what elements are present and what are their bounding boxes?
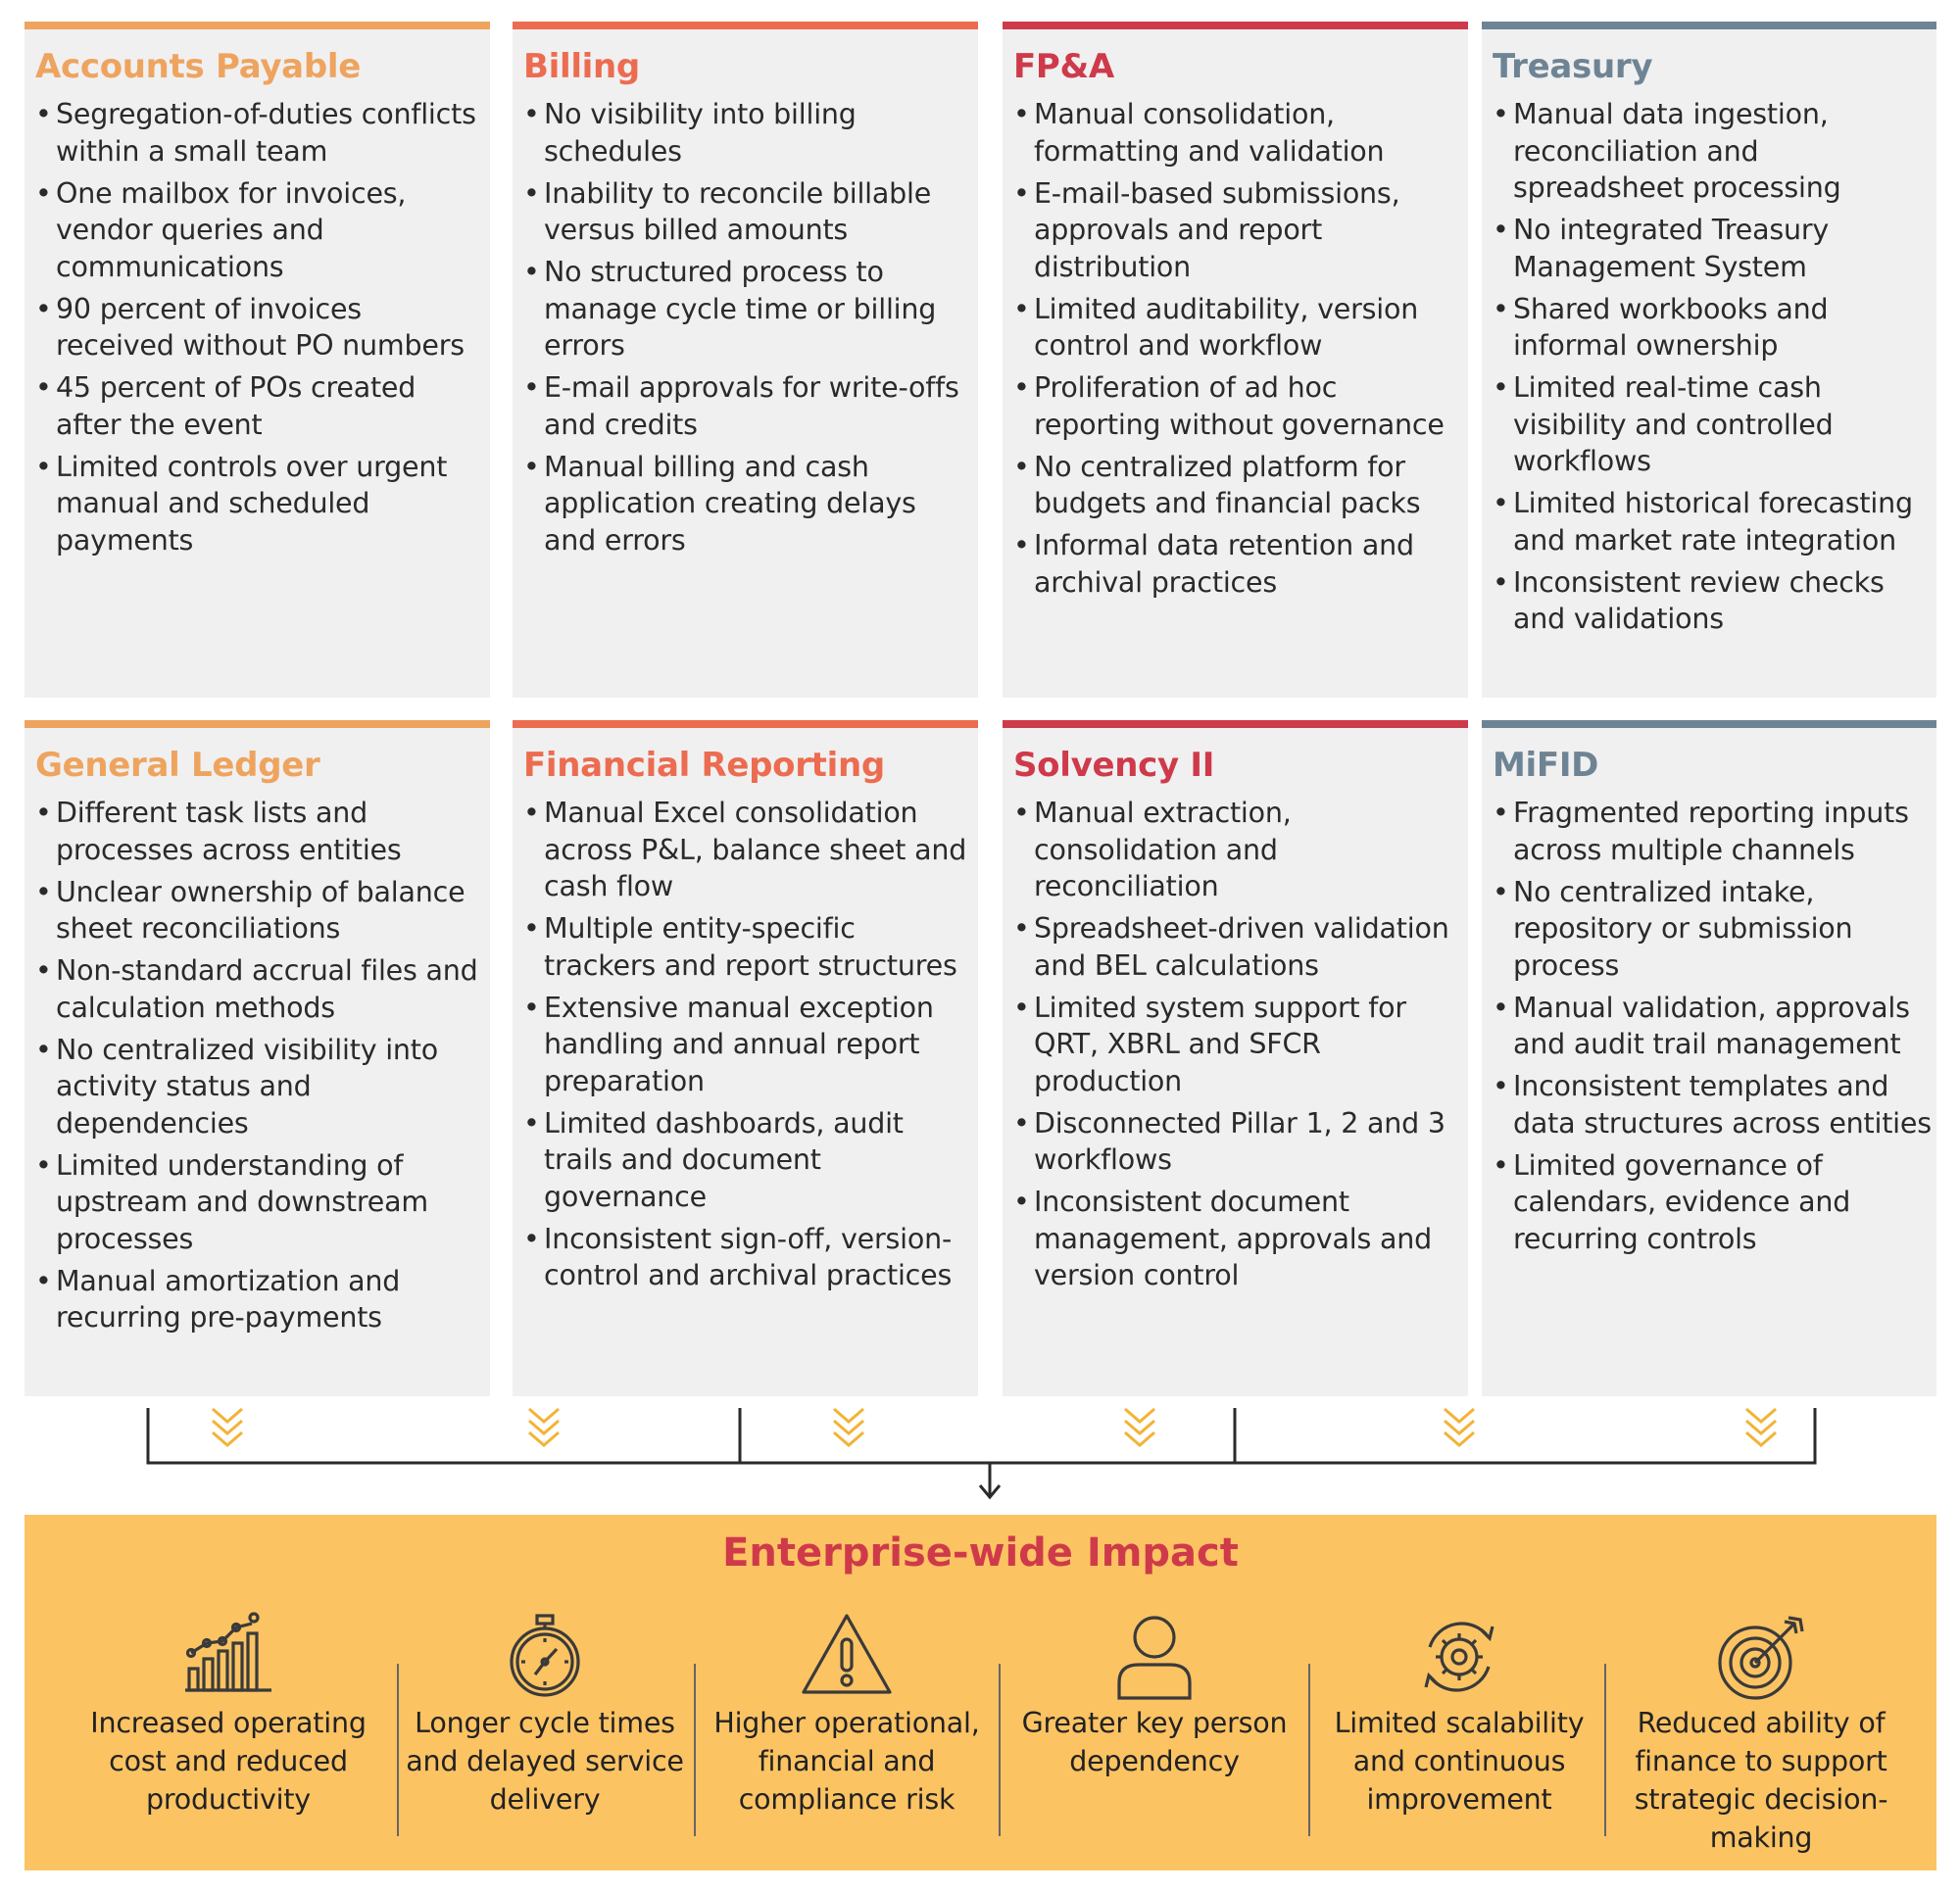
card-bullet-item: • Manual billing and cash application creating delays and errors bbox=[523, 449, 974, 559]
impact-item-label: Greater key person dependency bbox=[1021, 1707, 1288, 1777]
impact-divider bbox=[694, 1664, 696, 1836]
card-bullet-item: • Limited controls over urgent manual and scheduled payments bbox=[35, 449, 486, 559]
chevron-down-icon bbox=[1743, 1405, 1779, 1452]
card-bullet-item: • Inconsistent templates and data structures across entities bbox=[1493, 1068, 1933, 1141]
card-bullet-item: • Different task lists and processes across entities bbox=[35, 795, 486, 868]
card-bullet-item: • No centralized visibility into activity status and dependencies bbox=[35, 1032, 486, 1142]
card-title: Financial Reporting bbox=[523, 746, 885, 785]
warning-triangle-icon bbox=[798, 1608, 896, 1706]
card-bullet-item: • Manual Excel consolidation across P&L, balance sheet and cash flow bbox=[523, 795, 974, 905]
person-icon bbox=[1105, 1608, 1203, 1706]
card-bullet-item: • Inconsistent document management, approvals and version control bbox=[1013, 1184, 1464, 1294]
card-bullet-item: • Inability to reconcile billable versus billed amounts bbox=[523, 175, 974, 249]
chevron-down-icon bbox=[526, 1405, 562, 1452]
connector-bracket bbox=[148, 1408, 1815, 1463]
card-bullet-item: • Manual consolidation, formatting and validation bbox=[1013, 96, 1464, 170]
card-bullet-item: • Manual validation, approvals and audit trail management bbox=[1493, 990, 1933, 1063]
impact-panel bbox=[24, 1515, 1936, 1870]
card-bullet-item: • Limited system support for QRT, XBRL and SFCR production bbox=[1013, 990, 1464, 1100]
chevron-down-icon bbox=[210, 1405, 245, 1452]
card-bullet-item: • E-mail approvals for write-offs and credits bbox=[523, 369, 974, 443]
card-title: Billing bbox=[523, 47, 640, 86]
card-bullet-item: • Limited understanding of upstream and downstream processes bbox=[35, 1147, 486, 1258]
gear-cycle-icon bbox=[1410, 1608, 1508, 1706]
card-bullet-item: • One mailbox for invoices, vendor queries and communications bbox=[35, 175, 486, 286]
card-bullet-item: • No centralized platform for budgets and financial packs bbox=[1013, 449, 1464, 522]
chevron-down-icon bbox=[1122, 1405, 1157, 1452]
card-bullet-item: • Manual data ingestion, reconciliation and spreadsheet processing bbox=[1493, 96, 1933, 207]
card-bullet-item: • Limited governance of calendars, evidence and recurring controls bbox=[1493, 1147, 1933, 1258]
card-bullet-item: • Manual extraction, consolidation and reconciliation bbox=[1013, 795, 1464, 905]
card-bullet-item: • Inconsistent review checks and validations bbox=[1493, 564, 1933, 638]
card-bullet-item: • Unclear ownership of balance sheet reconciliations bbox=[35, 874, 486, 947]
card-bullet-item: • Non-standard accrual files and calculation methods bbox=[35, 952, 486, 1026]
impact-item-label: Increased operating cost and reduced productivity bbox=[90, 1707, 367, 1816]
chevron-down-icon bbox=[1442, 1405, 1477, 1452]
card-bullet-item: • Limited dashboards, audit trails and document governance bbox=[523, 1105, 974, 1216]
card-bullet-item: • Manual amortization and recurring pre-payments bbox=[35, 1263, 486, 1336]
impact-item-label: Reduced ability of finance to support strategic decision-making bbox=[1634, 1707, 1888, 1854]
impact-divider bbox=[1604, 1664, 1606, 1836]
target-icon bbox=[1712, 1608, 1810, 1706]
impact-divider bbox=[999, 1664, 1001, 1836]
card-bullet-item: • Disconnected Pillar 1, 2 and 3 workflows bbox=[1013, 1105, 1464, 1179]
card-title: FP&A bbox=[1013, 47, 1114, 86]
card-title: Solvency II bbox=[1013, 746, 1215, 785]
card-bullet-item: • Extensive manual exception handling and annual report preparation bbox=[523, 990, 974, 1100]
card-bullet-item: • Fragmented reporting inputs across multiple channels bbox=[1493, 795, 1933, 868]
card-title: Treasury bbox=[1493, 47, 1653, 86]
card-bullet-item: • E-mail-based submissions, approvals and report distribution bbox=[1013, 175, 1464, 286]
impact-divider bbox=[397, 1664, 399, 1836]
card-bullet-item: • Limited real-time cash visibility and controlled workflows bbox=[1493, 369, 1933, 480]
card-title: General Ledger bbox=[35, 746, 320, 785]
card-bullet-item: • Informal data retention and archival practices bbox=[1013, 527, 1464, 601]
card-bullet-item: • 90 percent of invoices received without PO numbers bbox=[35, 291, 486, 364]
card-bullet-item: • Proliferation of ad hoc reporting without governance bbox=[1013, 369, 1464, 443]
card-bullet-item: • No structured process to manage cycle time or billing errors bbox=[523, 254, 974, 364]
card-bullet-item: • Limited auditability, version control and workflow bbox=[1013, 291, 1464, 364]
card-bullet-item: • Spreadsheet-driven validation and BEL calculations bbox=[1013, 910, 1464, 984]
card-bullet-item: • Limited historical forecasting and market rate integration bbox=[1493, 485, 1933, 558]
card-bullet-item: • 45 percent of POs created after the event bbox=[35, 369, 486, 443]
bar-chart-growth-icon bbox=[179, 1608, 277, 1706]
impact-item-label: Longer cycle times and delayed service delivery bbox=[406, 1707, 684, 1816]
card-title: MiFID bbox=[1493, 746, 1599, 785]
card-bullet-item: • Multiple entity-specific trackers and report structures bbox=[523, 910, 974, 984]
impact-item-label: Higher operational, financial and compliance risk bbox=[713, 1707, 980, 1816]
chevron-down-icon bbox=[831, 1405, 866, 1452]
card-bullet-item: • Shared workbooks and informal ownership bbox=[1493, 291, 1933, 364]
card-bullet-item: • No visibility into billing schedules bbox=[523, 96, 974, 170]
card-bullet-item: • No centralized intake, repository or submission process bbox=[1493, 874, 1933, 985]
card-title: Accounts Payable bbox=[35, 47, 361, 86]
impact-item-label: Limited scalability and continuous improvement bbox=[1334, 1707, 1585, 1816]
impact-divider bbox=[1308, 1664, 1310, 1836]
impact-title: Enterprise-wide Impact bbox=[722, 1530, 1239, 1576]
card-bullet-item: • No integrated Treasury Management System bbox=[1493, 212, 1933, 285]
stopwatch-icon bbox=[496, 1608, 594, 1706]
card-bullet-item: • Segregation-of-duties conflicts within a small team bbox=[35, 96, 486, 170]
card-bullet-item: • Inconsistent sign-off, version-control and archival practices bbox=[523, 1221, 974, 1294]
